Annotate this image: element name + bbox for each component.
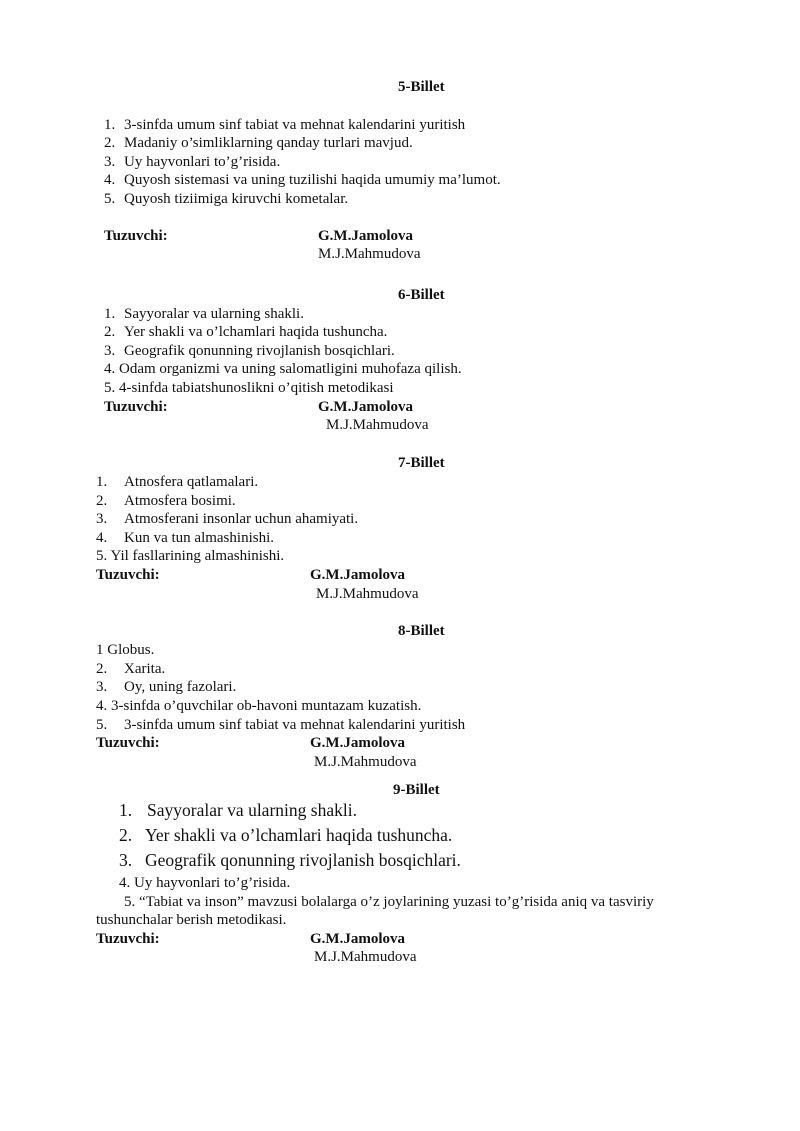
compiler-name-secondary: M.J.Mahmudova <box>314 754 417 770</box>
compiler-name-primary: G.M.Jamolova <box>310 567 405 583</box>
compiler-name-primary: G.M.Jamolova <box>318 228 413 244</box>
list-item-text: Atmosferani insonlar uchun ahamiyati. <box>124 511 359 527</box>
list-item-number: 2. <box>104 324 116 340</box>
compiler-name-primary: G.M.Jamolova <box>318 399 413 415</box>
compiler-label: Tuzuvchi: <box>96 567 160 583</box>
list-item-text: Sayyoralar va ularning shakli. <box>124 306 304 322</box>
list-item-number: 3. <box>104 154 116 170</box>
list-item-number: 2. <box>104 135 116 151</box>
ticket-title: 8-Billet <box>398 623 445 639</box>
compiler-label: Tuzuvchi: <box>96 931 160 947</box>
list-item-text: Atnosfera qatlamalari. <box>124 474 259 490</box>
list-item-number: 1. <box>104 117 116 133</box>
list-item-number: 2. <box>119 825 133 845</box>
list-item-number: 3. <box>104 343 116 359</box>
list-item-number: 1. <box>104 306 116 322</box>
ticket-title: 9-Billet <box>393 782 440 798</box>
list-item: 4. Uy hayvonlari to’g’risida. <box>119 875 291 891</box>
list-item-continuation: tushunchalar berish metodikasi. <box>96 912 287 928</box>
compiler-name-primary: G.M.Jamolova <box>310 931 405 947</box>
list-item-text: Atmosfera bosimi. <box>124 493 236 509</box>
list-item: 5. “Tabiat va inson” mavzusi bolalarga o’z joylarining yuzasi to’g’risida aniq va tasviriy <box>124 894 654 910</box>
compiler-label: Tuzuvchi: <box>104 228 168 244</box>
list-item-number: 1. <box>119 800 133 820</box>
list-item-text: Madaniy o’simliklarning qanday turlari mavjud. <box>124 135 413 151</box>
list-item-text: 3-sinfda umum sinf tabiat va mehnat kalendarini yuritish <box>124 117 466 133</box>
ticket-title: 5-Billet <box>398 79 445 95</box>
list-item-text: Yer shakli va o’lchamlari haqida tushuncha. <box>124 324 388 340</box>
list-item: 5. Yil fasllarining almashinishi. <box>96 548 285 564</box>
list-item-number: 5. <box>96 717 108 733</box>
list-item-text: Quyosh sistemasi va uning tuzilishi haqida umumiy ma’lumot. <box>124 172 501 188</box>
list-item: 4. Odam organizmi va uning salomatligini muhofaza qilish. <box>104 361 462 377</box>
compiler-label: Tuzuvchi: <box>96 735 160 751</box>
list-item-number: 3. <box>96 511 108 527</box>
ticket-title: 6-Billet <box>398 287 445 303</box>
list-item-text: Oy, uning fazolari. <box>124 679 237 695</box>
list-item-text: Yer shakli va o’lchamlari haqida tushuncha. <box>145 825 453 845</box>
list-item-number: 1. <box>96 474 108 490</box>
list-item-text: Geografik qonunning rivojlanish bosqichlari. <box>145 850 461 870</box>
compiler-name-secondary: M.J.Mahmudova <box>326 417 429 433</box>
compiler-name-secondary: M.J.Mahmudova <box>316 586 419 602</box>
list-item: 5. 4-sinfda tabiatshunoslikni o’qitish metodikasi <box>104 380 394 396</box>
list-item-text: Sayyoralar va ularning shakli. <box>147 800 357 820</box>
list-item-number: 2. <box>96 493 108 509</box>
list-item-text: 3-sinfda umum sinf tabiat va mehnat kalendarini yuritish <box>124 717 466 733</box>
list-item-number: 2. <box>96 661 108 677</box>
list-item-text: Geografik qonunning rivojlanish bosqichlari. <box>124 343 395 359</box>
list-item-text: Uy hayvonlari to’g’risida. <box>124 154 281 170</box>
list-item-number: 3. <box>119 850 133 870</box>
list-item: 1 Globus. <box>96 642 155 658</box>
compiler-name-secondary: M.J.Mahmudova <box>314 949 417 965</box>
list-item-number: 4. <box>104 172 116 188</box>
compiler-name-secondary: M.J.Mahmudova <box>318 246 421 262</box>
compiler-name-primary: G.M.Jamolova <box>310 735 405 751</box>
list-item-number: 4. <box>96 530 108 546</box>
list-item-number: 5. <box>104 191 116 207</box>
list-item-text: Quyosh tiziimiga kiruvchi kometalar. <box>124 191 349 207</box>
list-item-text: Kun va tun almashinishi. <box>124 530 274 546</box>
compiler-label: Tuzuvchi: <box>104 399 168 415</box>
list-item: 4. 3-sinfda o’quvchilar ob-havoni muntazam kuzatish. <box>96 698 422 714</box>
list-item-number: 3. <box>96 679 108 695</box>
list-item-text: Xarita. <box>124 661 166 677</box>
ticket-title: 7-Billet <box>398 455 445 471</box>
